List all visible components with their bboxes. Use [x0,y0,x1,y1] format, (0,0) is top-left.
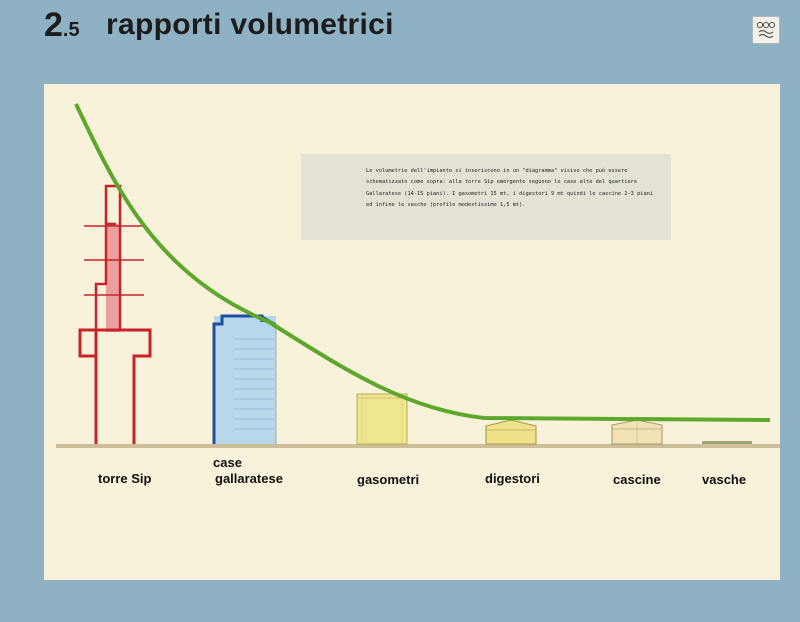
volumetric-curve [76,104,770,420]
logo-icon [752,16,780,44]
cascine-building [612,420,662,444]
label-case: case [213,455,242,470]
digestori-building [486,417,536,444]
label-digestori: digestori [485,471,540,486]
gasometri-building [357,394,407,444]
label-cascine: cascine [613,472,661,487]
ground-line [56,444,780,448]
section-number-main: 2 [44,6,63,44]
case-gallaratese-building [214,316,276,444]
label-vasche: vasche [702,472,747,487]
section-number [44,6,80,45]
label-torre-sip: torre Sip [98,471,152,486]
diagram-svg [44,84,780,580]
page-title: rapporti volumetrici [106,8,394,41]
section-number-sub: .5 [62,19,80,41]
header [0,0,800,64]
vasche-building [702,441,752,444]
label-gasometri: gasometri [357,472,420,487]
note-text: Le volumetrie dell'impianto si inseriscono in un "diagramma" visivo che può essere schematizzato come sopra: alla torre Sip emergente seguono le case alte del quartiere Gallaratese (14-15 piani). I gasometri 15 mt, i digestori 9 mt quindi le cascine 2-3 piani ed infine le vasche (profilo modestissimo 1,5 mt). [366,168,654,208]
diagram-panel [44,84,780,580]
torre-sip-building [80,186,150,444]
label-gallaratese: gallaratese [215,471,283,486]
